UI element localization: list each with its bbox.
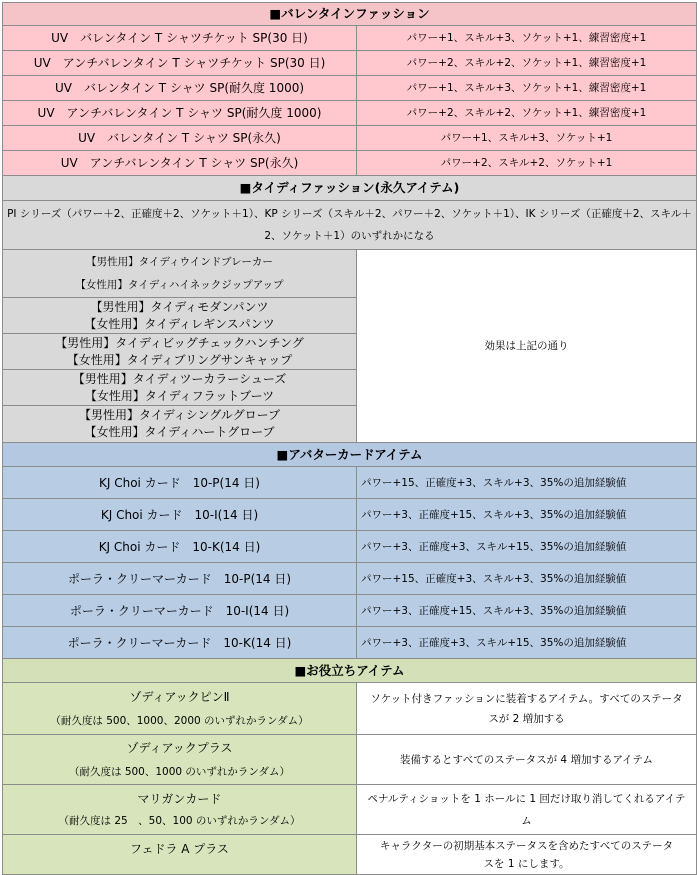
- table-row: [3, 683, 697, 735]
- female-item: 【女性用】タイディフラットブーツ: [84, 388, 275, 403]
- tidy-group: [3, 370, 357, 406]
- male-item: 【男性用】タイディシングルグローブ: [78, 408, 281, 422]
- table-row: [3, 785, 697, 835]
- item-name: UV バレンタイン T シャツチケット SP(30 日): [3, 26, 357, 51]
- tidy-group: [3, 250, 357, 298]
- useful-item: [3, 835, 357, 875]
- table-row: [3, 151, 697, 176]
- tidy-group: [3, 406, 357, 443]
- effect-line: ペナルティショットを 1 ホールに 1 回だけ取り消してくれるアイテ: [367, 792, 686, 805]
- item-name: フェドラ A プラス: [130, 842, 229, 856]
- item-effect: パワー+2、スキル+2、ソケット+1: [357, 151, 697, 176]
- item-effect: パワー+1、スキル+3、ソケット+1: [357, 126, 697, 151]
- item-effect: [357, 683, 697, 735]
- section-header-useful: ■お役立ちアイテム: [3, 659, 697, 683]
- effect-line: スを 1 にします。: [483, 857, 570, 870]
- tidy-group: [3, 334, 357, 370]
- table-row: [3, 467, 697, 499]
- table-row: [3, 563, 697, 595]
- item-durability: （耐久度は 500、1000 のいずれかランダム）: [68, 765, 291, 778]
- table-row: [3, 26, 697, 51]
- table-row: [3, 51, 697, 76]
- item-effect: パワー+3、正確度+3、スキル+15、35%の追加経験値: [357, 531, 697, 563]
- item-effect: パワー+1、スキル+3、ソケット+1、練習密度+1: [357, 76, 697, 101]
- item-name: KJ Choi カード 10-K(14 日): [3, 531, 357, 563]
- table-row: [3, 76, 697, 101]
- male-item: 【男性用】タイディモダンパンツ: [90, 299, 269, 314]
- item-name: UV アンチバレンタイン T シャツ SP(耐久度 1000): [3, 101, 357, 126]
- effect-line: ソケット付きファッションに装着するアイテム。すべてのステータ: [370, 692, 683, 705]
- item-table: [2, 2, 697, 875]
- tidy-effect: 効果は上記の通り: [357, 250, 697, 443]
- item-name: ポーラ・クリーマーカード 10-I(14 日): [3, 595, 357, 627]
- male-item: 【男性用】タイディウインドブレーカー: [86, 255, 273, 268]
- item-effect: パワー+2、スキル+2、ソケット+1、練習密度+1: [357, 101, 697, 126]
- useful-item: [3, 735, 357, 785]
- item-name: ポーラ・クリーマーカード 10-K(14 日): [3, 627, 357, 659]
- useful-item: [3, 785, 357, 835]
- item-name: ゾディアックピンⅡ: [129, 689, 230, 704]
- item-effect: [357, 735, 697, 785]
- tidy-description: PI シリーズ（パワー＋2、正確度＋2、ソケット＋1）、KP シリーズ（スキル＋2、パワー＋2、ソケット＋1）、IK シリーズ（正確度＋2、スキル＋2、ソケット＋1）のいずれかになる: [3, 201, 697, 250]
- male-item: 【男性用】タイディビッグチェックハンチング: [55, 335, 304, 350]
- table-row: [3, 627, 697, 659]
- effect-line: スが 2 増加する: [488, 712, 565, 725]
- table-row: [3, 250, 697, 298]
- item-name: UV バレンタイン T シャツ SP(耐久度 1000): [3, 76, 357, 101]
- effect-line: ム: [521, 814, 532, 827]
- item-name: KJ Choi カード 10-P(14 日): [3, 467, 357, 499]
- male-item: 【男性用】タイディツーカラーシューズ: [72, 371, 287, 386]
- table-row: [3, 101, 697, 126]
- item-effect: [357, 835, 697, 875]
- female-item: 【女性用】タイディハイネックジップアップ: [75, 278, 284, 291]
- female-item: 【女性用】タイディレギンスパンツ: [84, 316, 275, 331]
- section-header-tidy: ■タイディファッション(永久アイテム): [3, 176, 697, 201]
- tidy-group: [3, 298, 357, 334]
- item-name: UV アンチバレンタイン T シャツチケット SP(30 日): [3, 51, 357, 76]
- item-name: マリガンカード: [137, 791, 222, 806]
- section-header-avatar: ■アバターカードアイテム: [3, 443, 697, 467]
- item-effect: パワー+15、正確度+3、スキル+3、35%の追加経験値: [357, 467, 697, 499]
- item-effect: [357, 785, 697, 835]
- table-row: [3, 735, 697, 785]
- section-header-valentine: ■バレンタインファッション: [3, 3, 697, 26]
- item-name: UV バレンタイン T シャツ SP(永久): [3, 126, 357, 151]
- effect-line: 装備するとすべてのステータスが 4 増加するアイテム: [400, 753, 653, 766]
- item-effect: パワー+3、正確度+3、スキル+15、35%の追加経験値: [357, 627, 697, 659]
- item-effect: パワー+1、スキル+3、ソケット+1、練習密度+1: [357, 26, 697, 51]
- item-effect: パワー+3、正確度+15、スキル+3、35%の追加経験値: [357, 595, 697, 627]
- table-row: [3, 595, 697, 627]
- table-row: [3, 499, 697, 531]
- item-durability: （耐久度は 500、1000、2000 のいずれかランダム）: [50, 714, 309, 727]
- item-effect: パワー+2、スキル+2、ソケット+1、練習密度+1: [357, 51, 697, 76]
- item-name: KJ Choi カード 10-I(14 日): [3, 499, 357, 531]
- item-name: UV アンチバレンタイン T シャツ SP(永久): [3, 151, 357, 176]
- item-name: ポーラ・クリーマーカード 10-P(14 日): [3, 563, 357, 595]
- useful-item: [3, 683, 357, 735]
- table-row: [3, 126, 697, 151]
- item-effect: パワー+3、正確度+15、スキル+3、35%の追加経験値: [357, 499, 697, 531]
- item-durability: （耐久度は 25 、50、100 のいずれかランダム）: [58, 814, 301, 827]
- female-item: 【女性用】タイディブリングサンキャップ: [66, 352, 293, 367]
- female-item: 【女性用】タイディハートグローブ: [84, 425, 275, 439]
- effect-line: キャラクターの初期基本ステータスを含めたすべてのステータ: [379, 839, 674, 852]
- item-name: ゾディアックプラス: [126, 740, 233, 755]
- item-effect: パワー+15、正確度+3、スキル+3、35%の追加経験値: [357, 563, 697, 595]
- table-row: [3, 531, 697, 563]
- table-row: [3, 835, 697, 875]
